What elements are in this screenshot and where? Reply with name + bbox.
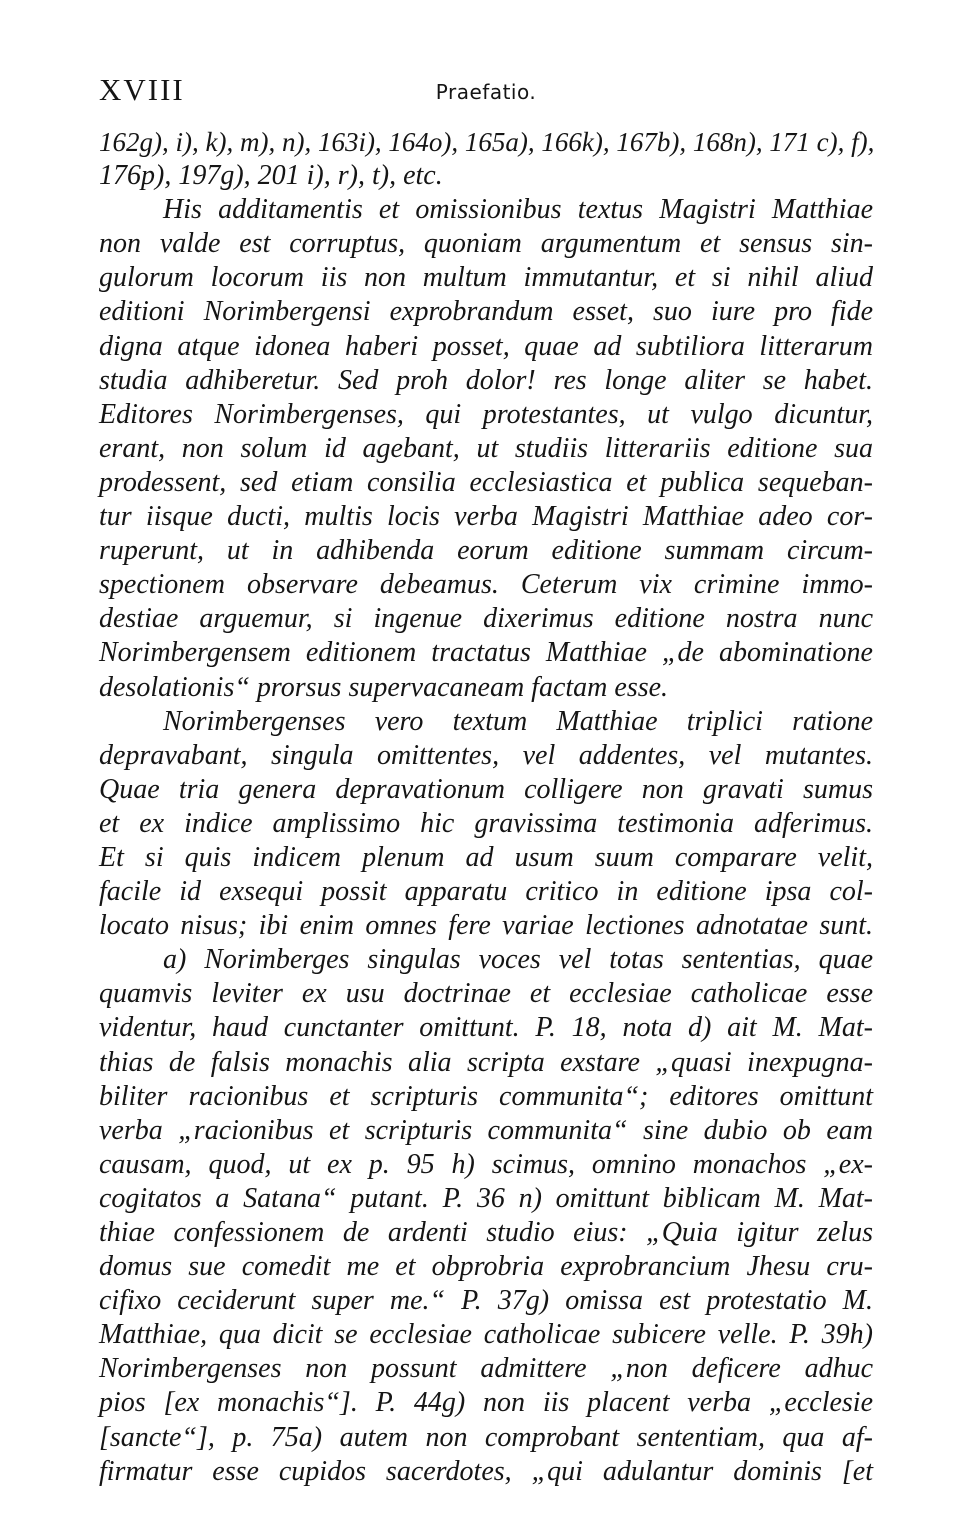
text-line: desolationis“ prorsus supervacaneam factam esse. bbox=[99, 671, 669, 703]
text-line: thiae confessionem de ardenti studio eius: „Quia igitur zelus bbox=[99, 1217, 873, 1248]
text-line: spectionem observare debeamus. Ceterum vix crimine immo- bbox=[99, 569, 873, 601]
text-line: erant, non solum id agebant, ut studiis litterariis editione sua bbox=[99, 432, 873, 464]
text-line: causam, quod, ut ex p. 95 h) scimus, omnino monachos „ex- bbox=[99, 1148, 873, 1180]
text-line: firmatur esse cupidos sacerdotes, „qui adulantur dominis [et bbox=[99, 1455, 873, 1487]
text-line: Matthiae, qua dicit se ecclesiae catholicae subicere velle. P. 39h) bbox=[99, 1319, 873, 1351]
text-line: locato nisus; ibi enim omnes fere variae lectiones adnotatae sunt. bbox=[99, 910, 873, 942]
text-line: gulorum locorum iis non multum immutantur, et si nihil aliud bbox=[99, 262, 873, 294]
text-line: depravabant, singula omittentes, vel addentes, vel mutantes. bbox=[99, 739, 873, 771]
body-text bbox=[99, 125, 873, 1489]
text-line: digna atque idonea haberi posset, quae ad subtiliora litterarum bbox=[99, 330, 873, 362]
text-line: Norimbergenses vero textum Matthiae triplici ratione bbox=[163, 705, 873, 737]
page-number: XVIII bbox=[99, 72, 185, 107]
text-line: studia adhiberetur. Sed proh dolor! res longe aliter se habet. bbox=[99, 364, 873, 396]
text-line: domus sue comedit me et obprobria exprobrancium Jhesu cru- bbox=[99, 1251, 873, 1283]
text-line: Norimbergensem editionem tractatus Matthiae „de abominatione bbox=[99, 637, 873, 669]
page-header bbox=[99, 72, 873, 112]
text-line: ruperunt, ut in adhibenda eorum editione summam circum- bbox=[99, 535, 873, 567]
text-line: facile id exsequi possit apparatu critico in editione ipsa col- bbox=[99, 876, 873, 908]
text-line: videntur, haud cunctanter omittunt. P. 18, nota d) ait M. Mat- bbox=[99, 1012, 873, 1044]
text-line: [sancte“], p. 75a) autem non comprobant sententiam, qua af- bbox=[99, 1421, 873, 1453]
text-line: prodessent, sed etiam consilia ecclesiastica et publica sequeban- bbox=[99, 466, 873, 498]
text-line: pios [ex monachis“]. P. 44g) non iis placent verba „ecclesie bbox=[99, 1387, 873, 1419]
text-line: a) Norimberges singulas voces vel totas sententias, quae bbox=[163, 944, 873, 976]
text-line: Editores Norimbergenses, qui protestantes, ut vulgo dicuntur, bbox=[99, 398, 873, 430]
text-line: 162g), i), k), m), n), 163i), 164o), 165a), 166k), 167b), 168n), 171 c), f), bbox=[99, 127, 875, 157]
text-line: 176p), 197g), 201 i), r), t), etc. bbox=[99, 160, 443, 192]
text-line: cifixo ceciderunt super me.“ P. 37g) omissa est protestatio M. bbox=[99, 1285, 873, 1317]
text-line: non valde est corruptus, quoniam argumentum et sensus sin- bbox=[99, 228, 873, 260]
text-line: cogitatos a Satana“ putant. P. 36 n) omittunt biblicam M. Mat- bbox=[99, 1182, 873, 1214]
text-line: biliter racionibus et scripturis communita“; editores omittunt bbox=[99, 1080, 873, 1112]
text-line: Et si quis indicem plenum ad usum suum comparare velit, bbox=[99, 841, 873, 873]
text-line: verba „racionibus et scripturis communita“ sine dubio ob eam bbox=[99, 1114, 873, 1146]
text-line: Norimbergenses non possunt admittere „non deficere adhuc bbox=[99, 1353, 873, 1385]
text-line: thias de falsis monachis alia scripta exstare „quasi inexpugna- bbox=[99, 1046, 873, 1078]
text-line: tur iisque ducti, multis locis verba Magistri Matthiae adeo cor- bbox=[99, 501, 873, 533]
text-line: editioni Norimbergensi exprobrandum esset, suo iure pro fide bbox=[99, 296, 873, 328]
text-line: Quae tria genera depravationum colligere non gravati sumus bbox=[99, 773, 873, 805]
running-title: Praefatio. bbox=[435, 80, 537, 104]
text-line: His additamentis et omissionibus textus Magistri Matthiae bbox=[163, 194, 873, 226]
text-line: quamvis leviter ex usu doctrinae et ecclesiae catholicae esse bbox=[99, 978, 873, 1010]
text-line: destiae arguemur, si ingenue dixerimus editione nostra nunc bbox=[99, 603, 873, 635]
text-line: et ex indice amplissimo hic gravissima testimonia adferimus. bbox=[99, 807, 873, 839]
